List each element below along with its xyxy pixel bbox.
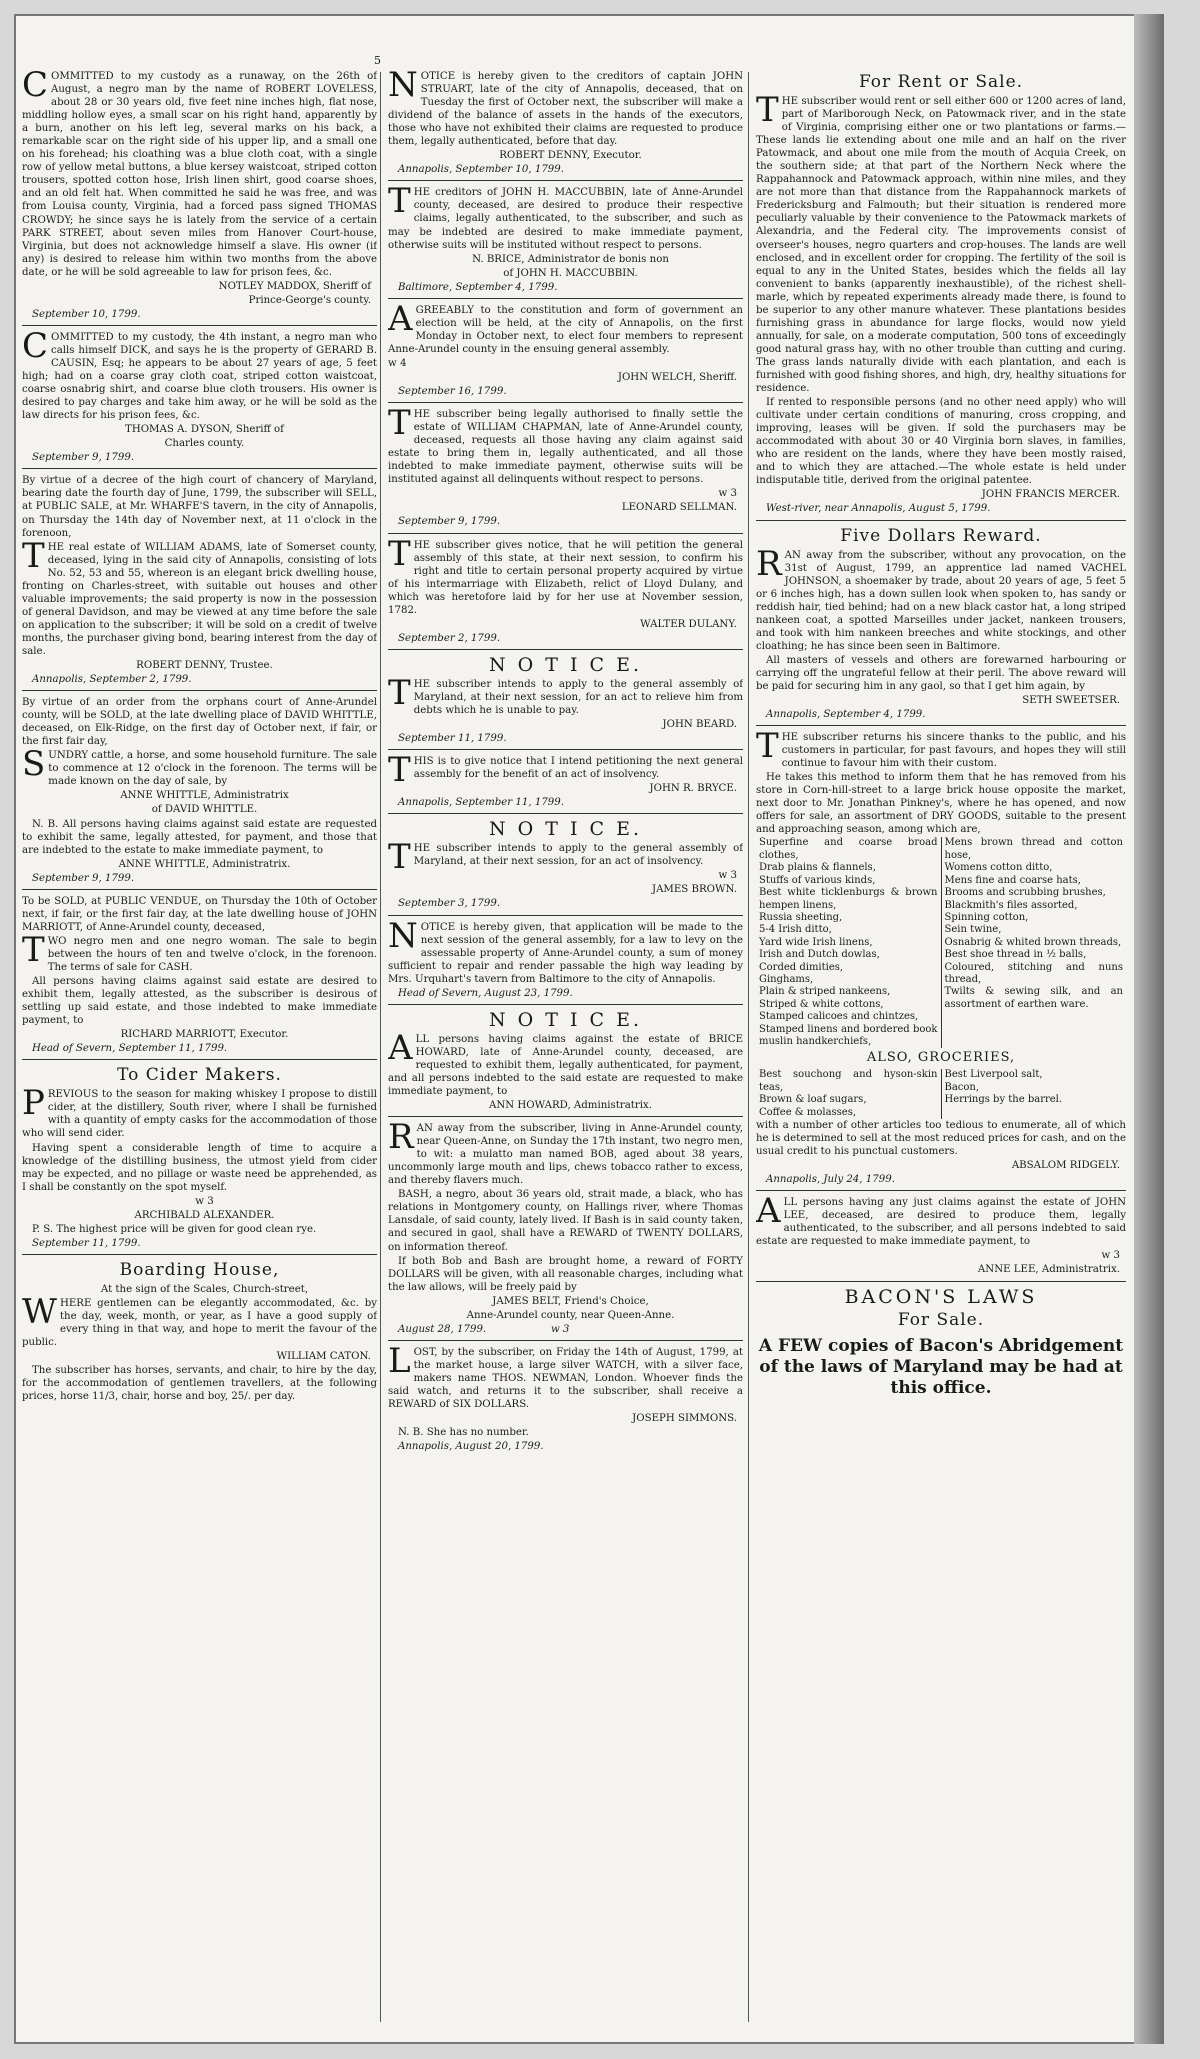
ad-whittle-sale: By virtue of an order from the orphans court of Anne-Arundel county, will be SOLD, at the late dwelling place of DAVID WHITTLE, deceased, on Elk-Ridge, on the first day of October next, if fair, or the first fair day, SUNDRY cattle, a horse, and some household furniture. The sale to commence at 12 o'clock in the forenoon. The terms will be made known on the day of sale, by ANNE WHITTLE, Administratrix of DAVID WHITTLE. N. B. All persons having claims against said estate are requested to exhibit the same, legally attested, for payment, and those that are indebted to the estate to make immediate payment, to ANNE WHITTLE, Administratrix. September 9, 1799. <box>22 697 377 884</box>
ad-lost-watch: LOST, by the subscriber, on Friday the 14th of August, 1799, at the market house, a large silver WATCH, with a silver face, makers name THOS. NEWMAN, London. Whoever finds the said watch, and returns it to the subscriber, shall receive a REWARD of SIX DOLLARS. JOSEPH SIMMONS. N. B. She has no number. Annapolis, August 20, 1799. <box>388 1340 743 1453</box>
goods-left: Superfine and coarse broad clothes, Drab plains & flannels, Stuffs of various kinds, Best white ticklenburgs & brown hempen linens, Russia sheeting, 5-4 Irish ditto, Yard wide Irish linens, Irish and Dutch dowlas, Corded dimities, Ginghams, Plain & striped nankeens, Striped & white cottons, Stamped calicoes and chintzes, Stamped linens and bordered book muslin handkerchiefs, <box>756 837 941 1048</box>
ad-marriott-vendue: To be SOLD, at PUBLIC VENDUE, on Thursday the 10th of October next, if fair, or the first fair day, at the late dwelling house of JOHN MARRIOTT, of Anne-Arundel county, deceased, TWO negro men and one negro woman. The sale to begin between the hours of ten and twelve o'clock, in the forenoon. The terms of sale for CASH. All persons having claims against said estate are desired to exhibit them, legally attested, as the subscriber is desirous of settling up said estate, and those indebted to make immediate payment, to RICHARD MARRIOTT, Executor. Head of Severn, September 11, 1799. <box>22 895 377 1055</box>
ad-election: AGREEABLY to the constitution and form of government an election will be held, at the city of Annapolis, on the first Monday in October next, to elect four members to represent Anne-Arundel county in the ensuing general assembly. w 4 JOHN WELCH, Sheriff. September 16, 1799. <box>388 298 743 398</box>
divider <box>388 813 743 814</box>
divider <box>22 468 377 469</box>
ad-notice-howard: N O T I C E. ALL persons having claims against the estate of BRICE HOWARD, late of Anne-Arundel county, deceased, are requested to exhibit them, legally authenticated, for payment, and all persons indebted to the said estate are requested to make immediate payment, to ANN HOWARD, Administratrix. <box>388 1008 743 1112</box>
divider <box>388 749 743 750</box>
divider <box>22 889 377 890</box>
ad-cider-makers: To Cider Makers. PREVIOUS to the season for making whiskey I propose to distill cider, at the distillery, South river, where I shall be furnished with a quantity of empty casks for the accommodation of those who will send cider. Having spent a considerable length of time to acquire a knowledge of the distilling business, the utmost yield from cider may be expected, and no pillage or waste need be apprehended, as I shall be constantly on the spot myself. w 3 ARCHIBALD ALEXANDER. P. S. The highest price will be given for good clean rye. September 11, 1799. <box>22 1065 377 1249</box>
divider <box>388 298 743 299</box>
divider <box>756 725 1126 726</box>
ad-william-adams-sale: By virtue of a decree of the high court of chancery of Maryland, bearing date the fourth day of June, 1799, the subscriber will SELL, at PUBLIC SALE, at Mr. WHARFE'S tavern, in the city of Annapolis, on Thursday the 14th day of November next, at 11 o'clock in the forenoon, THE real estate of WILLIAM ADAMS, late of Somerset county, deceased, lying in the said city of Annapolis, consisting of lots No. 52, 53 and 55, whereon is an elegant brick dwelling house, fronting on Charles-street, with suitable out houses and other valuable improvements; the said property is now in the possession of general Davidson, and may be viewed at any time before the sale on application to the subscriber; it will be sold on a credit of twelve months, the purchaser giving bond, bearing interest from the day of sale. ROBERT DENNY, Trustee. Annapolis, September 2, 1799. <box>22 475 377 686</box>
ad-struart-creditors: NOTICE is hereby given to the creditors of captain JOHN STRUART, late of the city of Annapolis, deceased, that on Tuesday the first of October next, the subscriber will make a dividend of the balance of assets in the hands of the executors, those who have not exhibited their claims are requested to produce them, legally authenticated, before that day. ROBERT DENNY, Executor. Annapolis, September 10, 1799. <box>388 70 743 176</box>
ad-bryce-insolvency: THIS is to give notice that I intend petitioning the next general assembly for the benefit of an act of insolvency. JOHN R. BRYCE. Annapolis, September 11, 1799. <box>388 750 743 809</box>
ad-robert-loveless: COMMITTED to my custody as a runaway, on the 26th of August, a negro man by the name of ROBERT LOVELESS, about 28 or 30 years old, five feet nine inches high, flat nose, middling hollow eyes, a small scar on his right hand, apparently by a burn, another on his left leg, several marks on his back, a remarkable scar on the right side of his upper lip, and a small one on his forehead; his cloathing was a blue cloth coat, with a single row of yellow metal buttons, a blue kersey waistcoat, striped cotton trousers, spotted cotton hose, Irish linen shirt, good coarse shoes, and an old felt hat. When committed he said he was free, and was from Louisa county, Virginia, had a forced pass signed THOMAS CROWDY; he since says he is lately from the service of a certain PARK STREET, about seven miles from Hanover Court-house, Virginia, but does not acknowledge himself a slave. His owner (if any) is desired to release him within two months from the above date, or he will be sold agreeable to law for prison fees, &c. NOTLEY MADDOX, Sheriff of Prince-George's county. September 10, 1799. <box>22 70 377 320</box>
divider <box>388 1004 743 1005</box>
ad-boarding-house: Boarding House, At the sign of the Scales, Church-street, WHERE gentlemen can be elegantly accommodated, &c. by the day, week, month, or year, as I have a good supply of every thing in that way, and hope to merit the favour of the public. WILLIAM CATON. The subscriber has horses, servants, and chair, to hire by the day, for the accommodation of gentlemen travellers, at the following prices, horse 11/3, chair, horse and boy, 25/. per day. <box>22 1259 377 1403</box>
page-edge-shadow <box>1134 14 1164 2044</box>
divider <box>388 1116 743 1117</box>
divider <box>22 1059 377 1060</box>
divider <box>22 690 377 691</box>
divider <box>756 1281 1126 1282</box>
ad-ran-away-bob-bash: RAN away from the subscriber, living in Anne-Arundel county, near Queen-Anne, on Sunday the 17th instant, two negro men, to wit: a mulatto man named BOB, aged about 38 years, uncommonly large mouth and lips, chews tobacco rather to excess, and thereby flavers much. BASH, a negro, about 36 years old, strait made, a black, who has relations in Montgomery county, on Hallings river, where Thomas Lansdale, of said county, lately lived. If Bash is in said county taken, and secured in gaol, shall have a REWARD of TWENTY DOLLARS, on information thereof. If both Bob and Bash are brought home, a reward of FORTY DOLLARS will be given, with all reasonable charges, including what the law allows, will be freely paid by JAMES BELT, Friend's Choice, Anne-Arundel county, near Queen-Anne. August 28, 1799. w 3 <box>388 1117 743 1335</box>
column-1 <box>22 70 377 2030</box>
goods-right: Mens brown thread and cotton hose, Womens cotton ditto, Mens fine and coarse hats, Brooms and scrubbing brushes, Blackmith's files assorted, Spinning cotton, Sein twine, Osnabrig & whited brown threads, Best shoe thread in ½ balls, Coloured, stitching and nuns thread, Twilts & sewing silk, and an assortment of earthen ware. <box>944 837 1123 1010</box>
divider <box>388 915 743 916</box>
divider <box>756 1190 1126 1191</box>
page-mark: 5 <box>374 54 381 67</box>
ad-chapman-estate: THE subscriber being legally authorised to finally settle the estate of WILLIAM CHAPMAN, late of Anne-Arundel county, deceased, requests all those having any claim against said estate to bring them in, legally authenticated, and all those indebted to make immediate payment, otherwise suits will be instituted against all delinquents without respect to persons. w 3 LEONARD SELLMAN. September 9, 1799. <box>388 403 743 528</box>
ad-ridgely-dry-goods: THE subscriber returns his sincere thanks to the public, and his customers in particular, for past favours, and hopes they will still continue to favour him with their custom. He takes this method to inform them that he has removed from his store in Corn-hill-street to a large brick house opposite the market, next door to Mr. Jonathan Pinkney's, where he has opened, and now offers for sale, an assortment of DRY GOODS, suitable to the present and approaching season, among which are, Superfine and coarse broad clothes, Drab plains & flannels, Stuffs of various kinds, Best white ticklenburgs & brown hempen linens, Russia sheeting, 5-4 Irish ditto, Yard wide Irish linens, Irish and Dutch dowlas, Corded dimities, Ginghams, Plain & striped nankeens, Striped & white cottons, Stamped calicoes and chintzes, Stamped linens and bordered book muslin handkerchiefs, Mens brown thread and cotton hose, Womens cotton ditto, Mens fine and coarse hats, Brooms and scrubbing brushes, Blackmith's files assorted, Spinning cotton, Sein twine, Osnabrig & whited brown threads, Best shoe thread in ½ balls, Coloured, stitching and nuns thread, Twilts & sewing silk, and an assortment of earthen ware. ALSO, GROCERIES, Best souchong and hyson-skin teas, Brown & loaf sugars, Coffee & molasses, Best Liverpool salt, Bacon, Herrings by the barrel. with a number of other articles too tedious to enumerate, all of which he is determined to sell at the most reduced prices for cash, and on the usual credit to his punctual customers. ABSALOM RIDGELY. Annapolis, July 24, 1799. <box>756 726 1126 1186</box>
divider <box>756 520 1126 521</box>
ad-five-dollars-reward: Five Dollars Reward. RAN away from the subscriber, without any provocation, on the 31st of August, 1799, an apprentice lad named VACHEL JOHNSON, a shoemaker by trade, about 20 years of age, 5 feet 5 or 6 inches high, has a down sullen look when spoken to, has sandy or reddish hair, tied behind; had on a new black castor hat, a long striped nankeen coat, a spotted Marseilles under jacket, nankeen trousers, and took with him nankeen breeches and white stockings, and other cloathing; he has since been seen in Baltimore. All masters of vessels and others are forewarned harbouring or carrying off the ungrateful fellow at their peril. The above reward will be paid for securing him in any gaol, so that I get him again, by SETH SWEETSER. Annapolis, September 4, 1799. <box>756 525 1126 721</box>
divider <box>22 1254 377 1255</box>
column-3 <box>756 70 1126 2030</box>
ad-dick: COMMITTED to my custody, the 4th instant, a negro man who calls himself DICK, and says he is the property of GERARD B. CAUSIN, Esq; he appears to be about 27 years of age, 5 feet high; had on a coarse gray cloth coat, striped cotton waistcoat, coarse osnabrig shirt, and coarse blue cloth trousers. His owner is desired to pay charges and take him away, or he will be sold as the law directs for his prison fees, &c. THOMAS A. DYSON, Sheriff of Charles county. September 9, 1799. <box>22 325 377 464</box>
divider <box>388 1340 743 1341</box>
divider <box>22 325 377 326</box>
divider <box>388 649 743 650</box>
groceries-list: Best souchong and hyson-skin teas, Brown & loaf sugars, Coffee & molasses, Best Liverpool salt, Bacon, Herrings by the barrel. <box>756 1069 1126 1119</box>
newspaper-page <box>14 14 1164 2044</box>
ad-notice-beard: N O T I C E. THE subscriber intends to apply to the general assembly of Maryland, at their next session, for an act to relieve him from debts which he is unable to pay. JOHN BEARD. September 11, 1799. <box>388 653 743 745</box>
column-rule-1 <box>380 72 381 2022</box>
goods-list <box>756 837 1126 1048</box>
divider <box>388 180 743 181</box>
ad-dulany-petition: THE subscriber gives notice, that he will petition the general assembly of this state, at their next session, to confirm his right and title to certain personal property acquired by virtue of his intermarriage with Elizabeth, relict of Lloyd Dulany, and which was heretofore laid by for her use at November session, 1782. WALTER DULANY. September 2, 1799. <box>388 533 743 644</box>
divider <box>388 402 743 403</box>
ad-maccubbin-creditors: THE creditors of JOHN H. MACCUBBIN, late of Anne-Arundel county, deceased, are desired to produce their respective claims, legally authenticated, to the subscriber, and such as may be indebted are desired to make immediate payment, otherwise suits will be instituted without respect to persons. N. BRICE, Administrator de bonis non of JOHN H. MACCUBBIN. Baltimore, September 4, 1799. <box>388 181 743 293</box>
divider <box>388 533 743 534</box>
column-rule-2 <box>748 72 749 2022</box>
ad-notice-brown: N O T I C E. THE subscriber intends to apply to the general assembly of Maryland, at their next session, for an act of insolvency. w 3 JAMES BROWN. September 3, 1799. <box>388 818 743 910</box>
ad-bacons-laws: BACON'S LAWS For Sale. A FEW copies of Bacon's Abridgement of the laws of Maryland may be had at this office. <box>758 1285 1124 1398</box>
column-2 <box>388 70 743 2030</box>
ad-road-levy: NOTICE is hereby given, that application will be made to the next session of the general assembly, for a law to levy on the assessable property of Anne-Arundel county, a sum of money sufficient to repair and render passable the high way leading by Mrs. Urquhart's tavern from Baltimore to the city of Annapolis. Head of Severn, August 23, 1799. <box>388 915 743 999</box>
ad-rent-or-sale: For Rent or Sale. THE subscriber would rent or sell either 600 or 1200 acres of land, part of Marlborough Neck, on Patowmack river, and in the state of Virginia, comprising either one or two plantations or farms.—These lands lie extending about one mile and an half on the river Patowmack, and about one mile from the mouth of Acquia Creek, on the southern side; at that part of the Northern Neck where the Rappahannock and Patowmack approach, within nine miles, and they are not more than that distance from the Rappahannock markets of Fredericksburg and Falmouth; but their situation is rendered more peculiarly valuable by their convenience to the Patowmack markets of Alexandria, and the Federal city. The improvements consist of overseer's houses, negro quarters and crop-houses. The lands are well enclosed, and in excellent order for cropping. The fertility of the soil is equal to any in the United States, besides which the fields all lay convenient to banks (apparently inexhaustible), of the richest shell-marle, which by repeated experiments already made there, is found to be superior to any other manure whatever. These plantations besides furnishing grass in abundance for large flocks, would now yield annually, for sale, on a moderate computation, 500 tons of exceedingly good natural grass hay, with no other trouble than cutting and curing. The grass lands naturally divide with each plantation, and each is furnished with good fishing shores, and high, dry, healthy situations for residence. If rented to responsible persons (and no other need apply) who will cultivate under certain conditions of manuring, cross cropping, and improving, leases will be given. If sold the purchasers may be accommodated with about 30 or 40 Virginia born slaves, in families, who are resident on the lands, where they have been mostly raised, and to which they are attached.—The whole estate is held under indisputable title, derived from the original patentee. JOHN FRANCIS MERCER. West-river, near Annapolis, August 5, 1799. <box>756 72 1126 515</box>
ad-john-lee-estate: ALL persons having any just claims against the estate of JOHN LEE, deceased, are desired to produce them, legally authenticated, to the subscriber, and all persons indebted to said estate are requested to make immediate payment, to w 3 ANNE LEE, Administratrix. <box>756 1191 1126 1276</box>
